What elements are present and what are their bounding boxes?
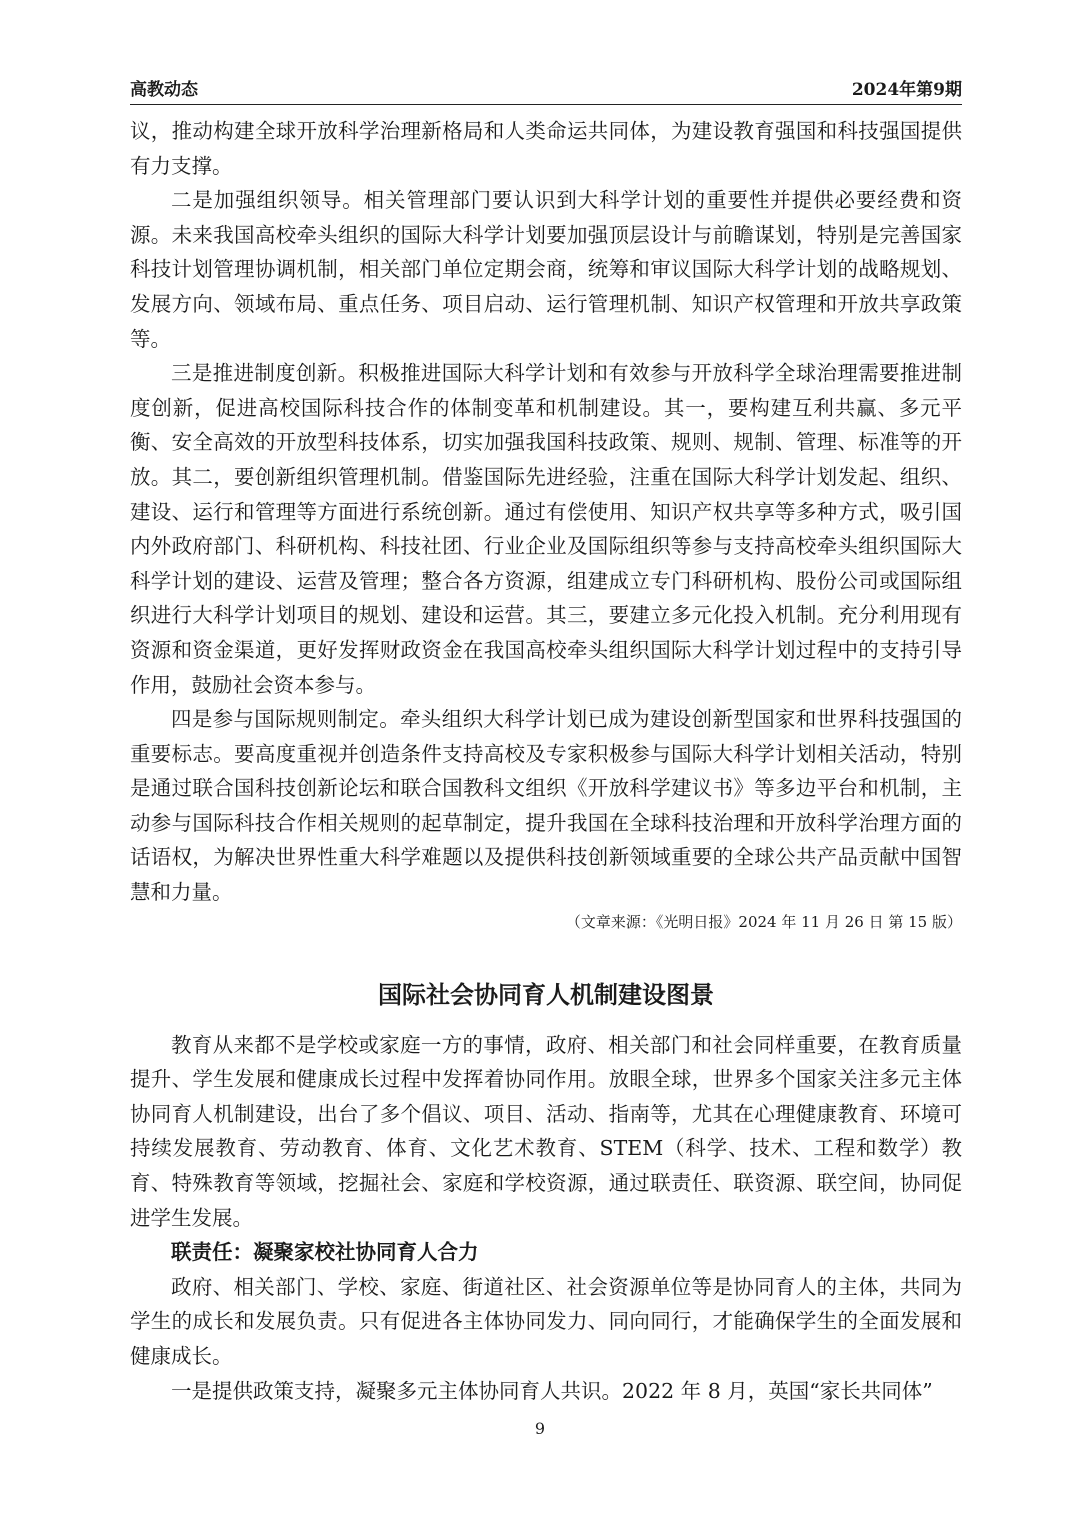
issue-number: 2024年第9期 <box>851 80 962 100</box>
page-number: 9 <box>534 1419 546 1438</box>
article-title: 国际社会协同育人机制建设图景 <box>378 980 714 1009</box>
paragraph-7: 一是提供政策支持，凝聚多元主体协同育人共识。2022 年 8 月，英国“家长共同体” <box>171 1378 933 1403</box>
header-rule <box>130 104 962 105</box>
paragraph-1: 议，推动构建全球开放科学治理新格局和人类命运共同体，为建设教育强国和科技强国提供有力支撑。 <box>130 119 962 178</box>
paragraph-5: 教育从来都不是学校或家庭一方的事情，政府、相关部门和社会同样重要，在教育质量提升、学生发展和健康成长过程中发挥着协同作用。放眼全球，世界多个国家关注多元主体协同育人机制建设，出台了多个倡议、项目、活动、指南等，尤其在心理健康教育、环境可持续发展教育、劳动教育、体育、文化艺术教育、STEM（科学、技术、工程和数学）教育、特殊教育等领域，挖掘社会、家庭和学校资源，通过联责任、联资源、联空间，协同促进学生发展。 <box>130 1032 962 1230</box>
paragraph-2: 二是加强组织领导。相关管理部门要认识到大科学计划的重要性并提供必要经费和资源。未来我国高校牵头组织的国际大科学计划要加强顶层设计与前瞻谋划，特别是完善国家科技计划管理协调机制，相关部门单位定期会商，统筹和审议国际大科学计划的战略规划、发展方向、领域布局、重点任务、项目启动、运行管理机制、知识产权管理和开放共享政策等。 <box>130 188 962 351</box>
paragraph-6: 政府、相关部门、学校、家庭、街道社区、社会资源单位等是协同育人的主体，共同为学生的成长和发展负责。只有促进各主体协同发力、同向同行，才能确保学生的全面发展和健康成长。 <box>130 1274 962 1368</box>
paragraph-3: 三是推进制度创新。积极推进国际大科学计划和有效参与开放科学全球治理需要推进制度创新，促进高校国际科技合作的体制变革和机制建设。其一，要构建互利共赢、多元平衡、安全高效的开放型科技体系，切实加强我国科技政策、规则、规制、管理、标准等的开放。其二，要创新组织管理机制。借鉴国际先进经验，注重在国际大科学计划发起、组织、建设、运行和管理等方面进行系统创新。通过有偿使用、知识产权共享等多种方式，吸引国内外政府部门、科研机构、科技社团、行业企业及国际组织等参与支持高校牵头组织国际大科学计划的建设、运营及管理；整合各方资源，组建成立专门科研机构、股份公司或国际组织进行大科学计划项目的规划、建设和运营。其三，要建立多元化投入机制。充分利用现有资源和资金渠道，更好发挥财政资金在我国高校牵头组织国际大科学计划过程中的支持引导作用，鼓励社会资本参与。 <box>130 361 962 697</box>
page-header <box>130 78 962 102</box>
journal-name: 高教动态 <box>130 80 198 100</box>
section-subheading: 联责任：凝聚家校社协同育人合力 <box>171 1240 479 1265</box>
paragraph-4: 四是参与国际规则制定。牵头组织大科学计划已成为建设创新型国家和世界科技强国的重要标志。要高度重视并创造条件支持高校及专家积极参与国际大科学计划相关活动，特别是通过联合国科技创新论坛和联合国教科文组织《开放科学建议书》等多边平台和机制，主动参与国际科技合作相关规则的起草制定，提升我国在全球科技治理和开放科学治理方面的话语权，为解决世界性重大科学难题以及提供科技创新领域重要的全球公共产品贡献中国智慧和力量。 <box>130 707 962 905</box>
article-body <box>130 114 962 1408</box>
article-source: （文章来源：《光明日报》2024 年 11 月 26 日 第 15 版） <box>565 912 962 931</box>
